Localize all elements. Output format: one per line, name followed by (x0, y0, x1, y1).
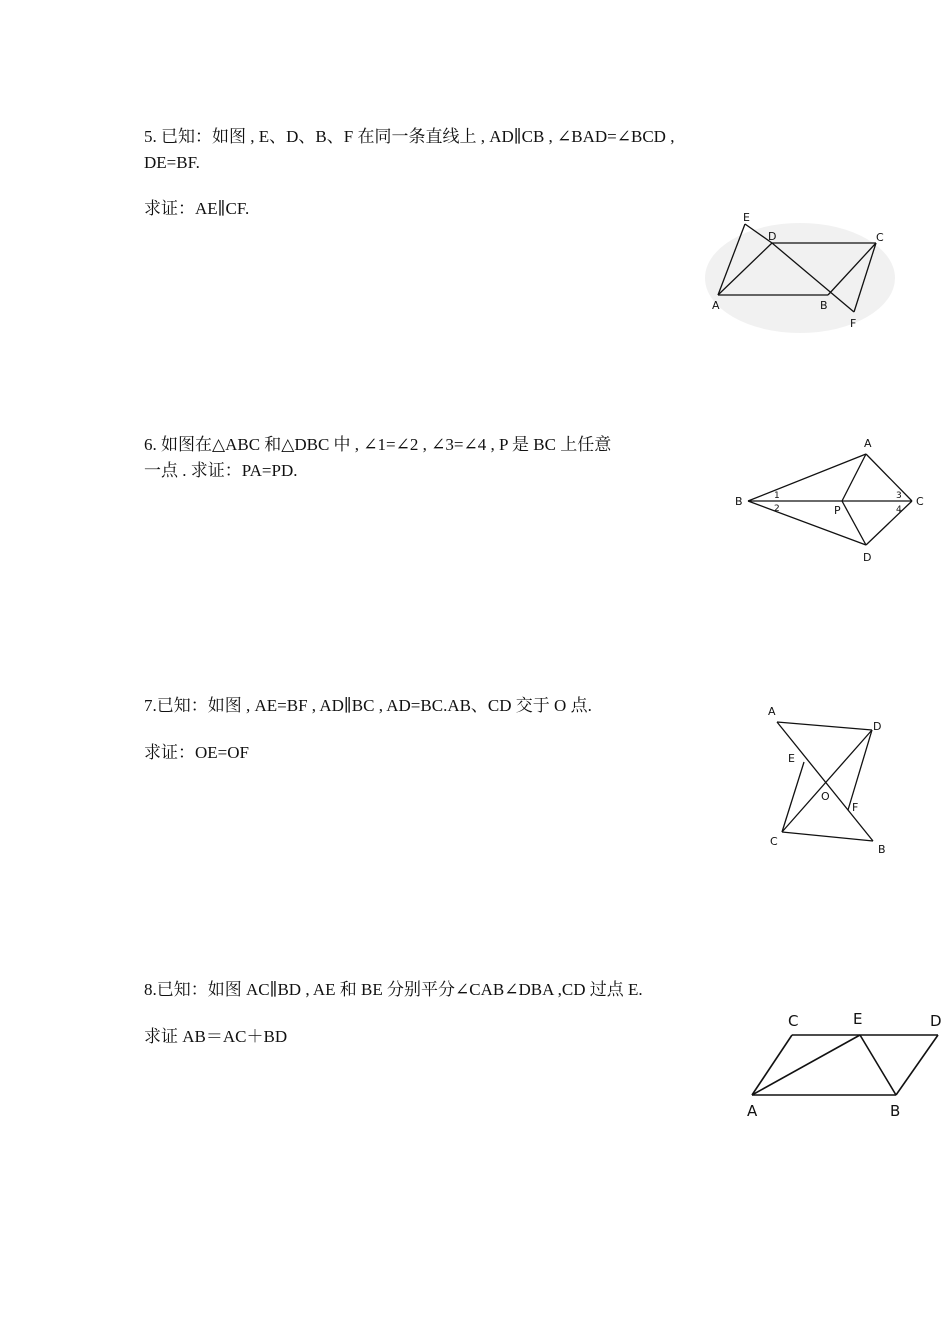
fig6-label-a: A (864, 437, 872, 450)
fig7-label-f: F (852, 801, 859, 814)
problem-8-line-1: 8.已知：如图 AC∥BD , AE 和 BE 分别平分∠CAB∠DBA ,CD 过点 E. (144, 980, 643, 999)
problem-5-line-1: 5. 已知：如图 , E、D、B、F 在同一条直线上 , AD∥CB , ∠BAD=∠BCD , (144, 127, 675, 146)
fig5-label-f: F (850, 317, 857, 330)
fig5-label-e: E (743, 211, 750, 224)
problem-7-line-1: 7.已知：如图 , AE=BF , AD∥BC , AD=BC.AB、CD 交于 O 点. (144, 696, 592, 715)
problem-6-line-1: 6. 如图在△ABC 和△DBC 中 , ∠1=∠2 , ∠3=∠4 , P 是 BC 上任意 (144, 435, 612, 454)
problem-5-prove: 求证：AE∥CF. (144, 199, 250, 218)
fig8-label-e: E (853, 1010, 863, 1028)
fig7-label-c: C (770, 835, 778, 848)
fig5-label-d: D (768, 230, 777, 243)
fig7-label-o: O (821, 790, 830, 803)
fig6-label-b: B (735, 495, 743, 508)
fig7-label-b: B (878, 843, 886, 856)
fig8-label-d: D (930, 1012, 942, 1030)
fig6-angle-2: 2 (774, 504, 780, 514)
fig7-label-e: E (788, 752, 795, 765)
fig8-label-b: B (890, 1102, 901, 1120)
fig6-label-c: C (916, 495, 924, 508)
fig6-angle-3: 3 (896, 491, 902, 501)
problem-6-line-2: 一点 . 求证：PA=PD. (144, 461, 298, 480)
fig5-label-c: C (876, 231, 884, 244)
fig6-label-d: D (863, 551, 872, 564)
problem-7-prove: 求证：OE=OF (144, 743, 249, 762)
problem-5-figure (690, 198, 900, 346)
problem-7-figure (760, 698, 900, 858)
fig6-label-p: P (834, 504, 841, 517)
fig6-angle-1: 1 (774, 491, 780, 501)
fig8-label-c: C (788, 1012, 799, 1030)
fig7-label-a: A (768, 705, 776, 718)
problem-6-figure (730, 432, 930, 567)
fig5-label-a: A (712, 299, 720, 312)
fig6-angle-4: 4 (896, 505, 902, 515)
fig5-label-b: B (820, 299, 828, 312)
problem-8-figure (740, 1004, 950, 1129)
fig8-label-a: A (747, 1102, 758, 1120)
problem-5-line-2: DE=BF. (144, 153, 200, 172)
problem-8-prove: 求证 AB＝AC＋BD (144, 1027, 288, 1046)
fig7-label-d: D (873, 720, 882, 733)
